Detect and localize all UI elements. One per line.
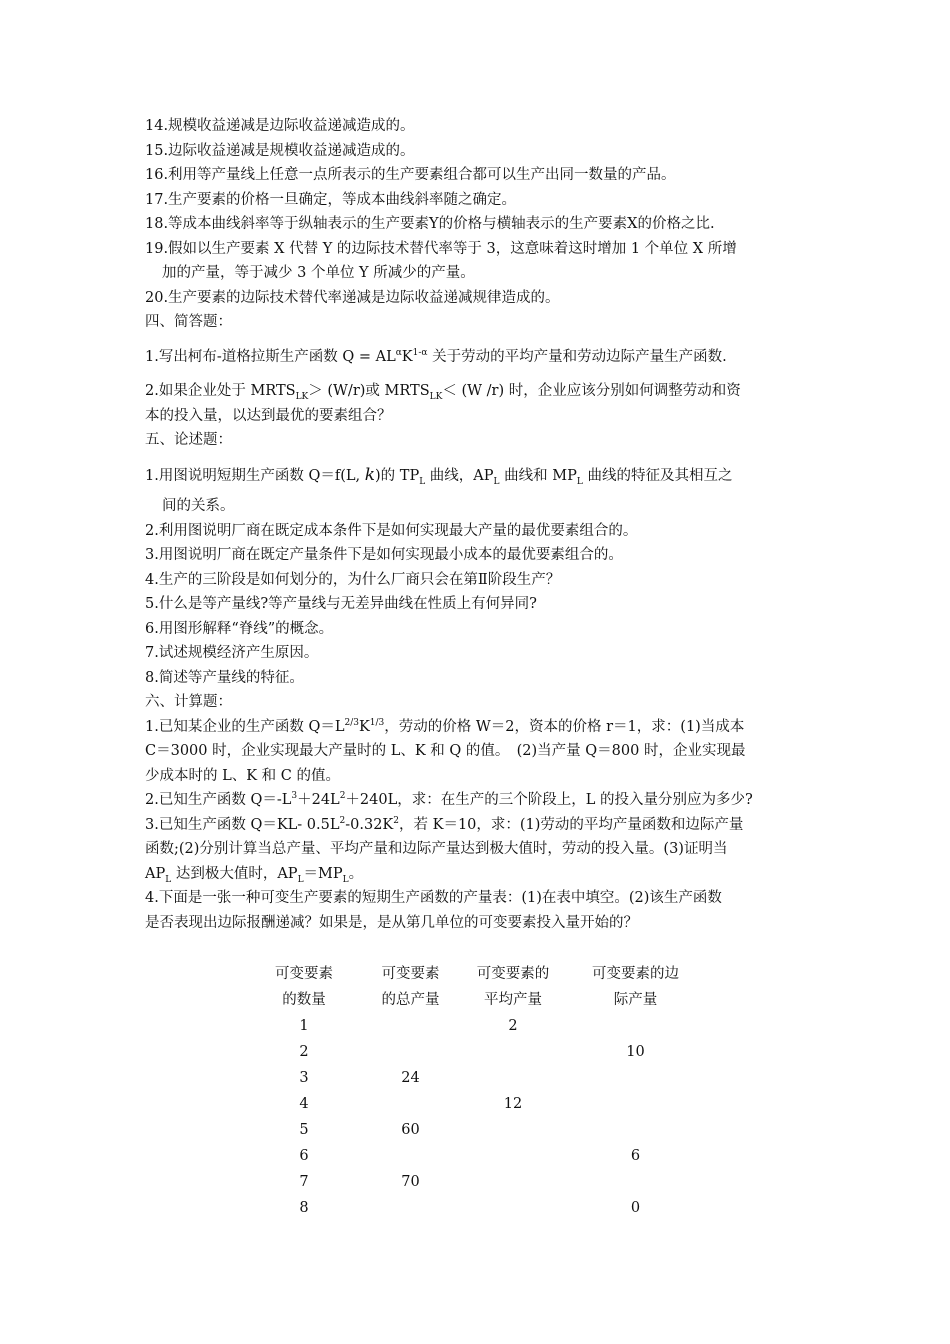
table-cell: 2 [299, 1044, 309, 1060]
section-heading-6: 六、计算题： [145, 694, 232, 710]
table-cell: 12 [503, 1096, 523, 1112]
table-header-cell: 可变要素 的数量 [275, 966, 333, 1008]
calc-1-cont: C＝3000 时，企业实现最大产量时的 L、K 和 Q 的值。 (2)当产量 Q＝800 时，企业实现最 [145, 743, 746, 759]
table-cell: 5 [299, 1122, 309, 1138]
essay-1: 1.用图说明短期生产函数 Q＝f(L, k)的 $TP_L$ 曲线，$AP_L$ 曲线和 $MP_L$ 曲线的特征及其相互之 [145, 464, 733, 487]
calc-1-cont2: 少成本时的 L、K 和 C 的值。 [145, 767, 340, 784]
table-cell [363, 1091, 458, 1117]
table-cell: 24 [401, 1070, 420, 1086]
calc-2: 2.已知生产函数 $Q=-L^3+24L^2+240L$，求：在生产的三个阶段上，L 的投入量分别应为多少? [145, 791, 753, 808]
calc-3-cont: 函数;(2)分别计算当总产量、平均产量和边际产量达到极大值时，劳动的投入量。(3)证明当 [145, 841, 728, 857]
table-cell [458, 1117, 568, 1143]
essay-7: 7.试述规模经济产生原因。 [145, 645, 319, 661]
table-cell: 6 [630, 1148, 641, 1164]
table-row [245, 1143, 703, 1169]
table-cell [458, 1169, 568, 1195]
table-row [245, 1169, 703, 1195]
table-body [245, 1013, 703, 1221]
production-table [245, 961, 703, 1221]
table-cell: 6 [299, 1148, 309, 1164]
table-cell: 7 [299, 1174, 309, 1190]
table-row [245, 1039, 703, 1065]
table-cell [568, 1065, 703, 1091]
table-row [245, 1091, 703, 1117]
table-cell [363, 1143, 458, 1169]
statement-14: 14.规模收益递减是边际收益递减造成的。 [145, 118, 415, 134]
statement-15: 15.边际收益递减是规模收益递减造成的。 [145, 142, 415, 159]
calc-1: 1.已知某企业的生产函数 $Q=L^{2/3}K^{1/3}$，劳动的价格 W＝2，资本的价格 r＝1，求：(1)当成本 [145, 717, 745, 735]
statement-16: 16.利用等产量线上任意一点所表示的生产要素组合都可以生产出同一数量的产品。 [145, 167, 676, 183]
table-header-cell: 可变要素的 平均产量 [476, 966, 550, 1008]
table-cell [458, 1143, 568, 1169]
table-cell: 3 [299, 1070, 309, 1086]
table-cell: 1 [299, 1018, 309, 1034]
table-cell: 4 [299, 1096, 309, 1112]
essay-4: 4.生产的三阶段是如何划分的，为什么厂商只会在第Ⅱ阶段生产？ [145, 571, 561, 588]
essay-5: 5.什么是等产量线?等产量线与无差异曲线在性质上有何异同? [145, 596, 537, 612]
statement-17: 17.生产要素的价格一旦确定，等成本曲线斜率随之确定。 [145, 191, 517, 208]
table-cell: 0 [630, 1200, 641, 1216]
table-cell [363, 1195, 458, 1221]
table-cell: 8 [299, 1200, 309, 1216]
essay-2: 2.利用图说明厂商在既定成本条件下是如何实现最大产量的最优要素组合的。 [145, 522, 638, 539]
calc-4-cont: 是否表现出边际报酬递减？如果是，是从第几单位的可变要素投入量开始的？ [145, 914, 638, 931]
table-cell [363, 1039, 458, 1065]
table-cell: 60 [401, 1122, 420, 1138]
table-cell: 70 [401, 1174, 420, 1190]
table-row [245, 1195, 703, 1221]
document-body [145, 114, 815, 935]
table-header-cell: 可变要素的边 际产量 [592, 966, 679, 1008]
table-cell: 2 [508, 1018, 518, 1034]
essay-3: 3.用图说明厂商在既定产量条件下是如何实现最小成本的最优要素组合的。 [145, 547, 623, 563]
short-answer-1: 1.写出柯布-道格拉斯生产函数 $Q = AL^\alpha K^{1-\alpha}$ 关于劳动的平均产量和劳动边际产量生产函数. [145, 347, 727, 365]
table-cell [568, 1013, 703, 1039]
section-heading-5: 五、论述题： [145, 432, 232, 448]
table-cell [458, 1065, 568, 1091]
essay-6: 6.用图形解释“脊线”的概念。 [145, 620, 334, 637]
section-heading-4: 四、简答题： [145, 314, 232, 330]
table-header-row [245, 961, 703, 1013]
table-cell [568, 1169, 703, 1195]
short-answer-2: 2.如果企业处于 $MRTS_{LK}> (W/r)$或 $MRTS_{LK}< (W$ /r) 时，企业应该分别如何调整劳动和资 [145, 383, 741, 402]
table-row [245, 1117, 703, 1143]
table-cell [458, 1039, 568, 1065]
calc-3-cont2: $AP_L$ 达到极大值时，$AP_L=MP_L$。 [145, 865, 364, 885]
table-cell [363, 1013, 458, 1039]
table-cell [458, 1195, 568, 1221]
statement-18: 18.等成本曲线斜率等于纵轴表示的生产要素Y的价格与横轴表示的生产要素X的价格之比. [145, 216, 715, 232]
calc-3: 3.已知生产函数 Q＝KL- $0.5L^2-0.32K^2$，若 K＝10，求：(1)劳动的平均产量函数和边际产量 [145, 815, 744, 833]
short-answer-2-cont: 本的投入量，以达到最优的要素组合？ [145, 407, 392, 424]
table-row [245, 1013, 703, 1039]
table-cell [568, 1117, 703, 1143]
statement-19: 19.假如以生产要素 X 代替 Y 的边际技术替代率等于 3，这意味着这时增加 1 个单位 X 所增 [145, 240, 737, 257]
table-cell: 10 [626, 1044, 645, 1060]
table-row [245, 1065, 703, 1091]
calc-4: 4.下面是一张一种可变生产要素的短期生产函数的产量表：(1)在表中填空。(2)该生产函数 [145, 890, 722, 906]
table-header-cell: 可变要素 的总产量 [381, 966, 440, 1008]
essay-8: 8.简述等产量线的特征。 [145, 669, 304, 686]
table-cell [568, 1091, 703, 1117]
statement-19-cont: 加的产量，等于减少 3 个单位 Y 所减少的产量。 [162, 265, 475, 281]
statement-20: 20.生产要素的边际技术替代率递减是边际收益递减规律造成的。 [145, 289, 560, 306]
essay-1-cont: 间的关系。 [162, 498, 235, 514]
